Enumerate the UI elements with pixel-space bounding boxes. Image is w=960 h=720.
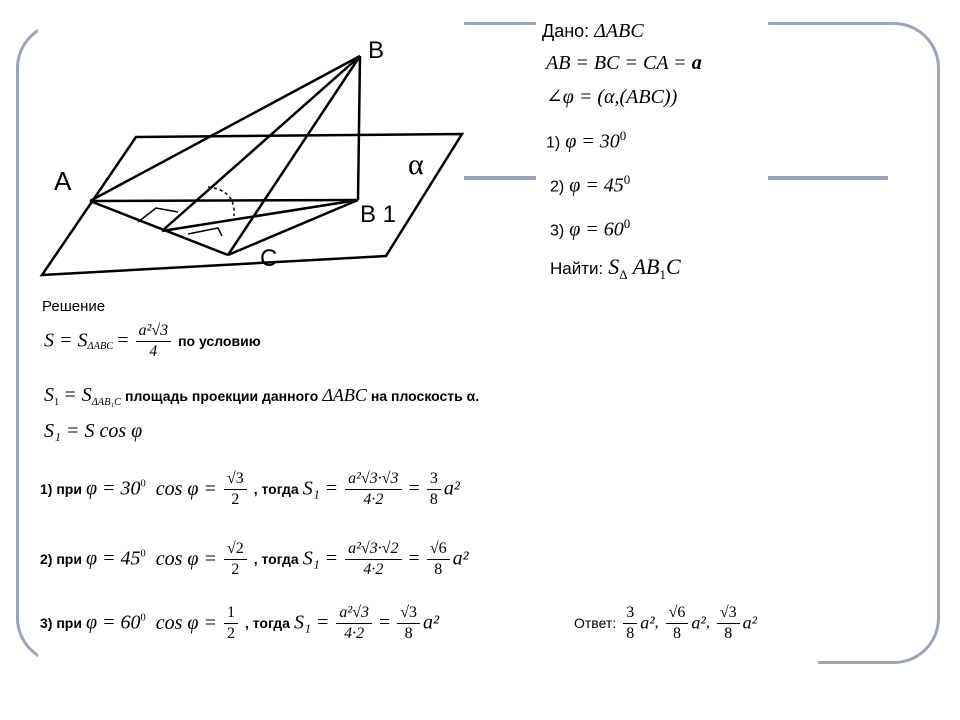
label-A: A — [54, 166, 72, 196]
edge-BB1 — [358, 56, 360, 200]
label-B1: B 1 — [360, 201, 397, 228]
figure-svg — [38, 22, 464, 282]
given-case-1: 1) $\varphi = 30^0$ — [546, 128, 627, 153]
solution-panel — [38, 292, 818, 664]
given-title: Дано: ΔABC — [542, 20, 644, 42]
label-B: B — [368, 37, 385, 64]
given-angle: ∠φ = (α,(ABC)) — [546, 86, 678, 108]
given-sides: AB = BC = CA = a — [546, 52, 702, 74]
geometry-figure — [38, 22, 464, 282]
label-C: C — [260, 245, 278, 272]
solution-line-3: S₁ = S cos φ — [44, 420, 143, 442]
edge-AB — [90, 56, 360, 201]
solution-line-1: $S = S_{\Delta ABC}$ = $\frac{\text{a²√3}}{4}$ по условию — [44, 322, 261, 360]
answer: Ответ: $\frac{3}{8}$ a², $\frac{√6}{8}$ a², $\frac{√3}{8}$ a² — [574, 604, 757, 642]
solution-case-3: 3) при $\varphi = 60^0$ cos φ = $\frac{1}{2}$ , тогда S₁ = $\frac{\text{a²√3}}{4\cdot 2}$ = $\frac{√3}{8}$ a² — [40, 604, 440, 642]
label-alpha: α — [408, 148, 424, 181]
given-case-2: 2) $\varphi = 45^0$ — [550, 172, 631, 197]
solution-line-2: $S_1 = S_{\Delta AB_1C}$ площадь проекции данного ΔABC на плоскость α. — [44, 384, 480, 409]
edge-AB1 — [90, 200, 358, 201]
given-find: Найти: $S_\Delta$ $AB_1C$ — [550, 254, 681, 282]
given-panel — [536, 14, 768, 290]
solution-case-1: 1) при $\varphi = 30^0$ cos φ = $\frac{√3}{2}$ , тогда S₁ = $\frac{\text{a²√3·√3}}{4\cdot 2}$ = $\frac{3}{8}$ a² — [40, 470, 460, 508]
solution-heading: Решение — [42, 298, 106, 315]
given-case-3: 3) $\varphi = 60^0$ — [550, 216, 631, 241]
solution-case-2: 2) при $\varphi = 45^0$ cos φ = $\frac{√2}{2}$ , тогда S₁ = $\frac{\text{a²√3·√2}}{4\cdot 2}$ = $\frac{√6}{8}$ a² — [40, 540, 469, 578]
plane-alpha — [42, 134, 462, 275]
decor-bar-right — [768, 176, 888, 180]
